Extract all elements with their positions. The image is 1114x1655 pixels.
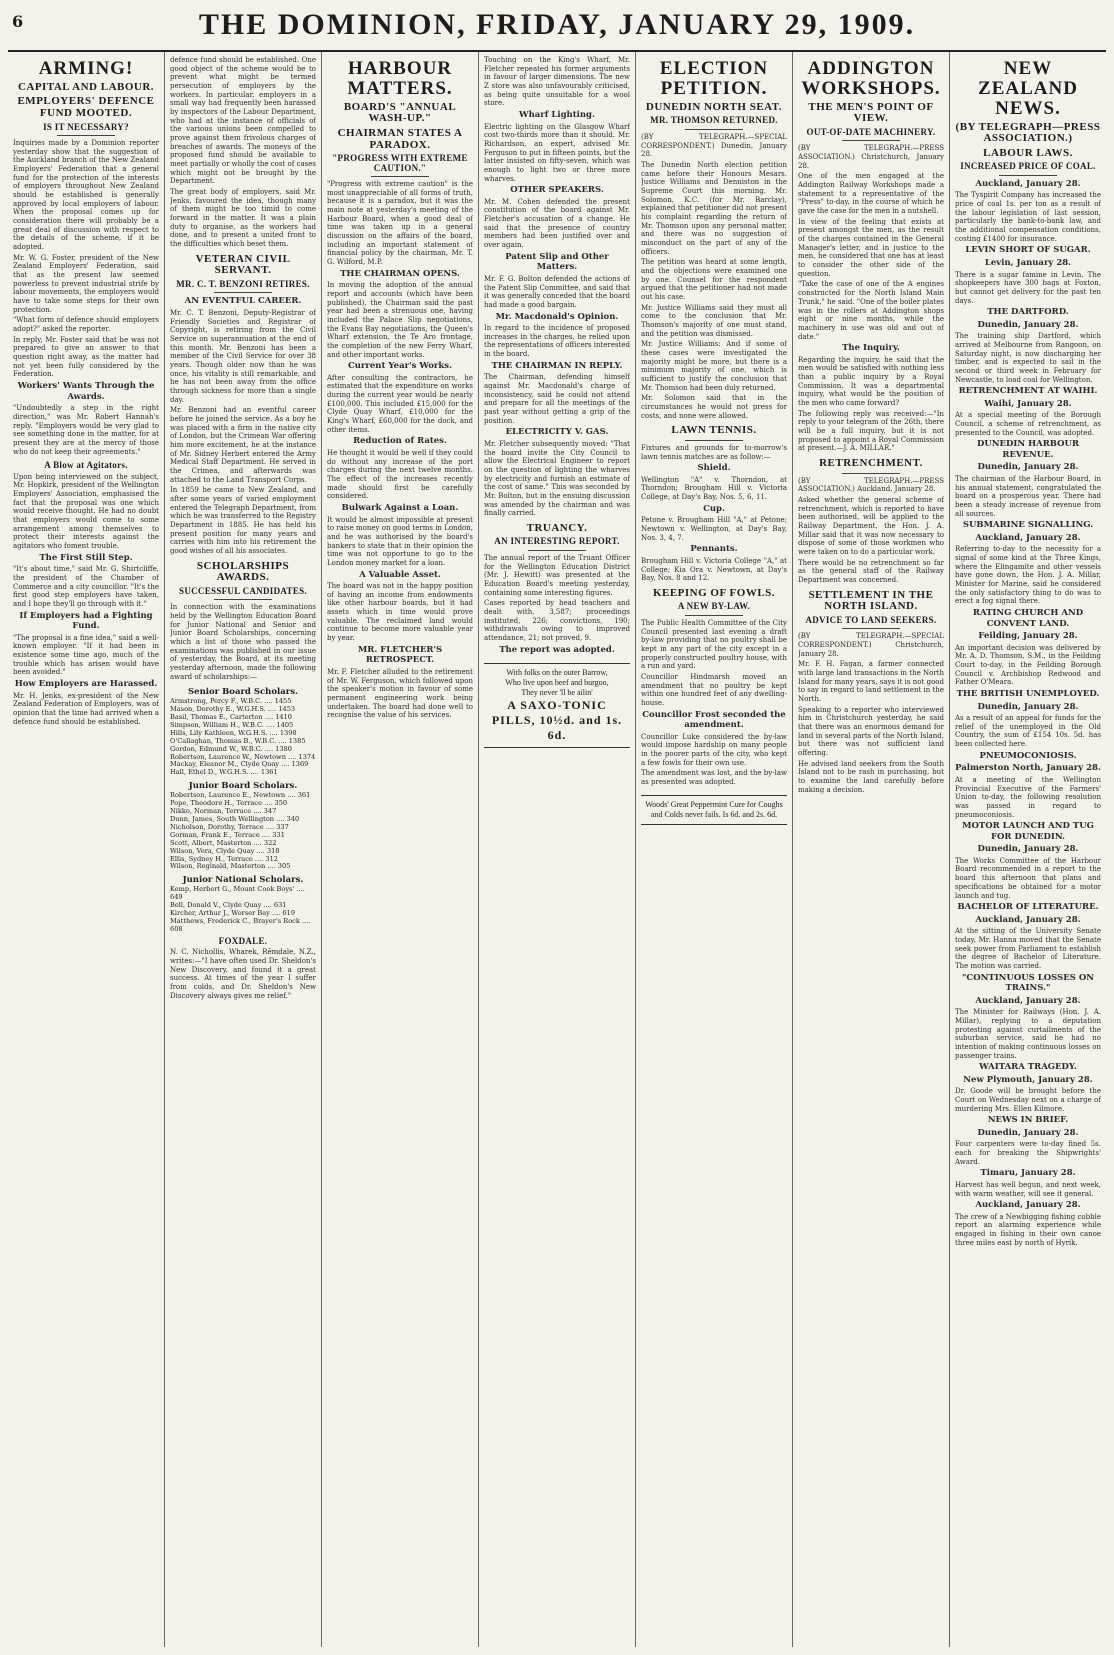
newspaper-title: THE DOMINION, FRIDAY, JANUARY 29, 1909. [198, 8, 916, 41]
article-subheading: SETTLEMENT IN THE NORTH ISLAND. [808, 588, 934, 613]
list-item: Dunn, James, South Wellington .... 340 [170, 815, 300, 824]
scholar-list [170, 698, 316, 777]
article-body [170, 603, 316, 683]
paragraph: The amendment was lost, and the by-law as presented was adopted. [641, 769, 787, 787]
paragraph: Mr. Justice Williams said they must all come to the conclusion that Mr. Thomson's majority of one must stand, and the petition was dismissed. [641, 303, 787, 338]
paragraph: Mr. Solomon said that in the circumstances he would not press for costs, and none were allowed. [641, 394, 787, 420]
section-subhead: Dunedin, January 28. [977, 1127, 1079, 1138]
paragraph: In 1859 he came to New Zealand, and after some years of varied employment entered the Telegraph Department, from which he was transferred to the Registry Department in 1885. He has held his present position for many years and carries with him into his retirement the good wishes of all his associates. [170, 486, 316, 555]
paragraph: Mr. F. H. Fagan, a farmer connected with large land transactions in the North Island for many years, says it is not good to say in regard to land settlement in the North. [798, 660, 944, 703]
paragraph: The training ship Dartford, which arrived at Melbourne from Rangoon, on Saturday night, is now discharging her timber, and is expected to sail in the second or third week in February for Newcastle, to load coal for Wellington. [955, 332, 1101, 384]
section-subhead: THE CHAIRMAN OPENS. [340, 268, 460, 279]
scholar-list [170, 792, 316, 871]
article-subheading: SCHOLARSHIPS AWARDS. [196, 559, 290, 584]
section-subhead: AN EVENTFUL CAREER. [184, 296, 302, 307]
article-subheading: CHAIRMAN STATES A PARADOX. [337, 126, 463, 151]
paragraph: Mr. Fletcher subsequently moved: "That the board invite the City Council to allow the Electrical Engineer to report on the question of lighting the wharves by electricity and furnish an estimate of the cost of same." This was seconded by Mr. Bolton, but in the ensuing discussion was amended by the chairman and was finally carried. [484, 439, 630, 518]
article [641, 59, 787, 422]
paragraph: Fixtures and grounds for to-morrow's lawn tennis matches are as follow:— [641, 443, 787, 461]
advertisement-line: and Colds never fails. Is 6d. and 2s. 6d. [650, 809, 778, 819]
paragraph: The Public Health Committee of the City Council presented last evening a draft by-law providing that no poultry shall be kept in any part of the city except in a properly constructed poultry house, with a run and yard. [641, 618, 787, 671]
article [484, 523, 630, 657]
paragraph: After consulting the contractors, he estimated that the expenditure on works during the current year would be nearly £100,000. This included £15,000 for the Clyde Quay Wharf, £10,000 for the King's Wharf, £60,000 for the dock, and other items. [327, 373, 473, 434]
column-7 [950, 52, 1106, 1647]
headline-rule [214, 292, 272, 293]
paragraph: Mr. F. G. Bolton defended the actions of the Patent Slip Committee, and said that it was generally conceded that the board had made a good bargain. [484, 274, 630, 309]
paragraph: Mr. C. T. Benzoni, Deputy-Registrar of Friendly Societies and Registrar of Copyright, is retiring from the Civil Service on superannuation at the end of this month. Mr. Benzoni has been a member of the Civil Service for over 38 years. Though older now than he was once, his vitality is still remarkable, and he has not been away from the office through sickness for more than a single day. [170, 308, 316, 404]
section-subhead: ELECTRICITY V. GAS. [505, 427, 609, 438]
list-item: Hills, Lily Kathleen, W.G.H.S. .... 1398 [170, 728, 297, 737]
section-subhead: DUNEDIN HARBOUR REVENUE. [976, 439, 1080, 460]
section-subhead: Dunedin, January 28. [977, 462, 1079, 473]
paragraph: N. C. Nichollis, Wharek, Rēmdale, N.Z., writes:—"I have often used Dr. Sheldon's New Discovery, and found it a great success. At times of the year I suffer from colds, and Dr. Sheldon's New Discovery always gives me relief." [170, 948, 316, 1000]
list-item: Ellis, Sydney H., Terrace .... 312 [170, 854, 278, 863]
paragraph: Inquiries made by a Dominion reporter yesterday show that the suggestion of the Auckland branch of the New Zealand Employers' Federation that a general fund for the protection of the interests of employers throughout New Zealand should be established is generally approved by local employers of labour. When the proposal comes up for consideration there will probably be a great deal of discussion with respect to the details of the scheme, if it be adopted. [13, 139, 159, 252]
section-subhead: Patent Slip and Other Matters. [505, 251, 609, 273]
section-subhead: THE CHAIRMAN IN REPLY. [491, 360, 623, 371]
list-item: Mason, Dorothy E., W.G.H.S. .... 1453 [170, 705, 296, 714]
article [170, 561, 316, 934]
paragraph: (BY TELEGRAPH.—SPECIAL CORRESPONDENT.) Christchurch, January 28. [798, 632, 944, 658]
masthead [8, 6, 1106, 52]
advertisement [484, 663, 630, 748]
column-2 [165, 52, 322, 1647]
section-subhead: The Inquiry. [842, 343, 900, 354]
section-subhead: MOTOR LAUNCH AND TUG FOR DUNEDIN. [962, 821, 1094, 842]
paragraph: Asked whether the general scheme of retrenchment, which is reported to have been authorised, will be applied to the Railway Department, the Hon. J. A. Millar said that it was now necessary to dispose of some of those workmen who were taken on to do a particular work. [798, 496, 944, 557]
section-subhead: Mr. Macdonald's Opinion. [495, 311, 619, 322]
article-kicker: ADVICE TO LAND SEEKERS. [805, 614, 937, 625]
list-item: Nikko, Norman, Terrace .... 347 [170, 807, 277, 816]
paragraph: Mr. H. Jenks, ex-president of the New Zealand Federation of Employers, was of opinion that the time had arrived when a defence fund should be established. [13, 691, 159, 726]
paragraph: The crew of a Newbigging fishing cobble report an alarming experience while engaged in fishing in their own canoe three miles east by north of Hyrik. [955, 1212, 1101, 1247]
headline-rule [685, 615, 743, 616]
section-subhead: SUBMARINE SIGNALLING. [962, 520, 1094, 531]
section-subhead: BACHELOR OF LITERATURE. [957, 902, 1099, 913]
article [955, 59, 1101, 1249]
list-item: Bell, Donald V., Clyde Quay .... 631 [170, 901, 287, 910]
article [798, 590, 944, 797]
advertisement-line: They never 'll be ailin' [521, 688, 593, 698]
paragraph: In reply, Mr. Foster said that he was not prepared to give an answer to that question right away, as the matter had not yet been fully considered by the Federation. [13, 335, 159, 379]
list-item: Robertson, Laurence W., Newtown .... 1374 [170, 752, 316, 761]
article [170, 56, 316, 251]
list-item: Basil, Thomas E., Carterton .... 1410 [170, 713, 293, 722]
headline-rule [214, 599, 272, 600]
list-item: O'Callaghan, Thomas B., W.B.C. .... 1385 [170, 736, 306, 745]
article-kicker: AN INTERESTING REPORT. [494, 536, 620, 547]
list-item: Matthews, Frederick C., Brayer's Rock .... 608 [170, 916, 311, 933]
paragraph: Speaking to a reporter who interviewed him in Christchurch yesterday, he said that there was an enormous demand for land in several parts of the North Island, but there was not sufficient land offering. [798, 705, 944, 757]
paragraph: At the sitting of the University Senate today, Mr. Hanna moved that the Senate seek power from Parliament to establish the degree of Bachelor of Literature. The motion was carried. [955, 927, 1101, 970]
article-headline: ADDINGTON WORKSHOPS. [801, 58, 941, 99]
article [170, 937, 316, 1002]
article-subheading: LABOUR LAWS. [983, 146, 1073, 159]
column-3 [322, 52, 479, 1647]
list-item: Pope, Theodore H., Terrace .... 350 [170, 799, 288, 808]
section-subhead: Cup. [703, 503, 725, 514]
scholar-list [170, 886, 316, 933]
paragraph: (BY TELEGRAPH.—PRESS ASSOCIATION.) Auckland, January 28. [798, 476, 944, 494]
section-subhead: RATING CHURCH AND CONVENT LAND. [972, 608, 1084, 629]
article-headline: ELECTION PETITION. [659, 58, 769, 99]
article-subheading: LAWN TENNIS. [671, 424, 757, 437]
paragraph: "Progress with extreme caution" is the most unappreciable of all forms of truth, because it is a paradox, but it was the main note at yesterday's meeting of the Harbour Board, when a good deal of time was taken up in a general discussion on the affairs of the board, including an important statement of financial policy by the chairman, Mr. T. G. Wilford, M.P. [327, 179, 473, 266]
paragraph: Petone v. Brougham Hill "A," at Petone; Newtown v. Wellington, at Day's Bay, Nos. 3, 4, 7. [641, 516, 787, 542]
article-subheading: (BY TELEGRAPH—PRESS ASSOCIATION.) [955, 120, 1101, 145]
section-subhead: New Plymouth, January 28. [963, 1074, 1093, 1085]
paragraph: Regarding the inquiry, he said that the men would be satisfied with nothing less than a public inquiry by a Royal Commission. It was a departmental inquiry, what would be the position of the men who came forward? [798, 355, 944, 408]
advertisement [641, 795, 787, 825]
section-subhead: Waihi, January 28. [984, 398, 1072, 409]
headline-rule [528, 550, 586, 551]
article-body [641, 133, 787, 423]
article-headline: HARBOUR MATTERS. [347, 58, 453, 99]
article-body [484, 554, 630, 657]
list-title: Senior Board Scholars. [188, 687, 298, 698]
section-subhead: If Employers had a Fighting Fund. [19, 610, 153, 632]
section-subhead: PNEUMOCONIOSIS. [979, 750, 1077, 761]
section-subhead: Auckland, January 28. [975, 1200, 1081, 1211]
headline-rule [57, 135, 115, 136]
column-6 [793, 52, 950, 1647]
paragraph: In connection with the examinations held by the Wellington Education Board for Junior National and Senior and Junior Board Scholarships, concerning which a list of those who passed the examinations was published in our issue of yesterday, the Board, at its meeting yesterday afternoon, made the following award of scholarships:— [170, 603, 316, 681]
article [484, 56, 630, 520]
paragraph: Brougham Hill v. Victoria College "A," at College; Kia Ora v. Newtown, at Day's Bay, Nos. 8 and 12. [641, 556, 787, 583]
list-title: Junior Board Scholars. [188, 781, 298, 792]
list-item: Armstrong, Percy F., W.B.C. .... 1455 [170, 697, 292, 706]
list-item: Simpson, William H., W.B.C. .... 1405 [170, 720, 294, 729]
article-kicker: OUT-OF-DATE MACHINERY. [806, 126, 936, 137]
paragraph: The Minister for Railways (Hon. J. A. Millar), replying to a deputation protesting against curtailments of the suburban service, said he had no intention of making continuous losses on passenger trains. [955, 1008, 1101, 1060]
paragraph: Electric lighting on the Glasgow Wharf cost two-thirds more than it should. Mr. Richardson, an expert, advised Mr. Ferguson to put in fifteen points, but the latter insisted on fifty-seven, which was enough to light two or three more wharves. [484, 122, 630, 183]
paragraph: The chairman of the Harbour Board, in his annual statement, congratulated the board on a prosperous year. There had been a steady increase of revenue from all sources. [955, 474, 1101, 518]
paragraph: Referring to-day to the necessity for a signal of some kind at the Three Kings, where the Elingamite and other vessels have gone down, the Hon. J. A. Millar, Minister for Marine, said he considered the only satisfactory thing to do was to erect a fog signal there. [955, 545, 1101, 606]
paragraph: Upon being interviewed on the subject, Mr. Hopkirk, president of the Wellington Employers' Association, emphasised the fact that the proposal was one which would receive thought. He had no doubt that employers would come to some arrangement among themselves to protect their interests against the agitators who foment trouble. [13, 472, 159, 551]
article-subheading: KEEPING OF FOWLS. [652, 586, 776, 599]
section-subhead: Auckland, January 28. [975, 178, 1081, 189]
article-subheading: THE MEN'S POINT OF VIEW. [808, 100, 934, 125]
paragraph: The board was not in the happy position of having an income from endowments like other harbour boards, but it had assets which in time would prove valuable. The reclaimed land would continue to become more valuable year by year. [327, 582, 473, 643]
section-subhead: Current Year's Works. [347, 361, 453, 372]
list-item: Gorman, Frank E., Terrace .... 331 [170, 830, 285, 839]
article-body [170, 296, 316, 557]
section-subhead: Levin, January 28. [984, 257, 1072, 268]
list-item: Kemp, Herbert G., Mount Cook Boys' .... 649 [170, 885, 305, 902]
list-item: Nicholson, Dorothy, Terrace .... 337 [170, 822, 289, 831]
paragraph: Councillor Hindmarsh moved an amendment that no poultry be kept within one hundred feet of any dwelling-house. [641, 672, 787, 707]
paragraph: In regard to the incidence of proposed increases in the charges, he relied upon the representations of officers interested in the board. [484, 324, 630, 359]
advertisement-line: Who live upon beef and burgoo, [505, 678, 609, 688]
article-headline: NEW ZEALAND NEWS. [978, 58, 1078, 119]
headline-rule [842, 473, 900, 474]
paragraph: Mr. M. Cohen defended the present constitution of the board against Mr. Fletcher's accusation of a change. He said that the presence of country members had been justified over and over again. [484, 197, 630, 250]
article-subheading: BOARD'S "ANNUAL WASH-UP." [343, 100, 457, 125]
article [798, 458, 944, 587]
newspaper-columns [8, 52, 1106, 1647]
article-body [484, 56, 630, 520]
paragraph: Mr. W. G. Foster, president of the New Zealand Employers' Federation, said that as the present law seemed powerless to prevent industrial strife by labour movements, the employers would have to take some steps for their own protection. [13, 253, 159, 314]
paragraph: defence fund should be established. One good object of the scheme would be to prevent what might be termed persecution of employers by the workers. In particular, employers in a small way had frequently been harassed by inspectors of the Labour Department, who had at the instance of officials of the various unions been compelled to prove against them frivolous charges of breaches of awards. The moneys of the proposed fund should be available to meet partially or wholly the cost of cases which might not be brought by the Department. [170, 56, 316, 186]
article-kicker: MR. THOMSON RETURNED. [650, 115, 778, 126]
paragraph: Dr. Goode will be brought before the Court on Wednesday next on a charge of murdering Mrs. Ellen Kilmore. [955, 1087, 1101, 1113]
section-subhead: Wharf Lighting. [519, 110, 595, 121]
headline-rule [842, 140, 900, 141]
article-body [13, 473, 159, 729]
paragraph: Mr. Benzoni had an eventful career before he joined the service. As a boy he was placed with a firm in the native city of London, but the Crimean War offering him more excitement, he at the instance of Mr. Sidney Herbert entered the Army Medical Staff Department. He served in the Crimea, and afterwards was attached to the Land Transport Corps. [170, 406, 316, 484]
section-subhead: RETRENCHMENT AT WAIHI. [958, 386, 1098, 397]
article-kicker: SUCCESSFUL CANDIDATES. [179, 585, 307, 596]
section-subhead: How Employers are Harassed. [14, 679, 158, 690]
section-subhead: Palmerston North, January 28. [955, 763, 1101, 774]
paragraph: He advised land seekers from the South Island not to be rash in purchasing, but to examine the land carefully before making a decision. [798, 759, 944, 794]
paragraph: "It's about time," said Mr. G. Shirtcliffe, the president of the Chamber of Commerce and a city councillor. "It's the first good step employers have taken, and I hope they'll go through with it." [13, 565, 159, 608]
paragraph: The Tyspirit Company has increased the price of coal 1s. per ton as a result of the labour legislation of last session, particularly the bank-to-bank law, and the additional compensation conditions, costing £1400 for insurance. [955, 191, 1101, 243]
article-kicker: "PROGRESS WITH EXTREME CAUTION." [332, 153, 468, 173]
article-subheading: CAPITAL AND LABOUR. [17, 80, 155, 93]
section-subhead: Timaru, January 28. [980, 1168, 1076, 1179]
list-item: Scott, Albert, Masterton .... 322 [170, 838, 277, 847]
list-item: Wilson, Reginald, Masterton .... 305 [170, 862, 291, 871]
paragraph: The Chairman, defending himself against Mr. Macdonald's charge of inconsistency, said he could not attend and prepare for all the meetings of the past year without getting a grip of the position. [484, 373, 630, 425]
headline-rule [371, 176, 429, 177]
section-subhead: "CONTINUOUS LOSSES ON TRAINS." [962, 972, 1094, 994]
article-kicker: A Blow at Agitators. [44, 460, 128, 471]
section-subhead: WAITARA TRAGEDY. [979, 1062, 1077, 1073]
article-headline: ARMING! [38, 58, 134, 79]
article-subheading: TRUANCY. [526, 521, 588, 534]
paragraph: He thought it would be well if they could do without any increase of the port charges during the next twelve months. The effect of the increases recently made should first be carefully considered. [327, 449, 473, 501]
paragraph: The following reply was received:—"In reply to your telegram of the 26th, there will be a full inquiry, but it is not proposed to appoint a Royal Commission at present.—J. A. MILLAR." [798, 409, 944, 453]
section-subhead: A Valuable Asset. [359, 569, 441, 580]
section-subhead: Shield. [697, 463, 731, 474]
article-body [641, 444, 787, 585]
article [641, 588, 787, 789]
section-subhead: Reduction of Rates. [353, 436, 447, 447]
article-body [13, 139, 159, 458]
article-kicker: MR. C. T. BENZONI RETIRES. [176, 278, 310, 289]
article-body [798, 144, 944, 455]
paragraph: Cases reported by head teachers and dealt with, 3,587; proceedings instituted, 226; convictions, 190; withdrawals owing to improved attendance, 21; not proved, 9. [484, 599, 630, 642]
article-body [641, 619, 787, 789]
section-subhead: OTHER SPEAKERS. [510, 185, 604, 196]
column-5 [636, 52, 793, 1647]
section-subhead: Councillor Frost seconded the amendment. [642, 709, 786, 731]
article-body [170, 56, 316, 251]
paragraph: "What form of defence should employers adopt?" asked the reporter. [13, 316, 159, 334]
article-body [955, 179, 1101, 1250]
section-subhead: THE DARTFORD. [987, 307, 1069, 318]
paragraph: Councillor Luke considered the by-law would impose hardship on many people in the poorer parts of the city, who kept a few fowls for their own use. [641, 732, 787, 767]
article [13, 461, 159, 728]
column-1 [8, 52, 165, 1647]
section-subhead: LEVIN SHORT OF SUGAR. [965, 245, 1091, 256]
headline-rule [685, 129, 743, 130]
paragraph: It would be almost impossible at present to raise money on good terms in London, and he was authorised by the board's bankers to state that in their opinion the time was not opportune to go to the London money market for a loan. [327, 515, 473, 567]
paragraph: In view of the feeling that exists at present amongst the men, as the result of the charges contained in the General Manager's letter, and in justice to the men, he considered that one has at least to consider the other side of the question. [798, 217, 944, 278]
article-subheading: DUNEDIN NORTH SEAT. [645, 100, 783, 113]
paragraph: In moving the adoption of the annual report and accounts (which have been published), the Chairman said the past year had been a strenuous one, having included the Palace Slip negotiations, the Evans Bay negotiations, the Queen's Wharf extension, the Te Aro frontage, the completion of the new Ferry Wharf, and other important works. [327, 281, 473, 359]
article-kicker: A NEW BY-LAW. [677, 601, 751, 612]
article [170, 254, 316, 558]
section-subhead: Dunedin, January 28. [977, 844, 1079, 855]
paragraph: An important decision was delivered by Mr. A. D. Thomson, S.M., in the Feilding Court to-day, in the Feilding Borough Council v. Archbishop Redwood and Father O'Meara. [955, 643, 1101, 687]
article-kicker: INCREASED PRICE OF COAL. [960, 161, 1096, 172]
article-subheading: EMPLOYERS' DEFENCE FUND MOOTED. [17, 95, 155, 120]
paragraph: One of the men engaged at the Addington Railway Workshops made a statement to a representative of the "Press" to-day, in the course of which he gave the case for the men in a nutshell. [798, 172, 944, 216]
section-subhead: Feilding, January 28. [978, 631, 1078, 642]
headline-rule [842, 628, 900, 629]
page-number: 6 [12, 12, 24, 31]
section-subhead: NEWS IN BRIEF. [987, 1115, 1069, 1126]
paragraph: The Dunedin North election petition came before their Honours Mesars. Justice Williams and Denniston in the Supreme Court this morning. Mr. Solomon, K.C. (for Mr. Barclay), explained that petitioner did not present his complaint regarding the return of Mr. Thomson upon any personal matter, and there was no suggestion of misconduct on the part of any of the officers. [641, 160, 787, 256]
article-body [170, 948, 316, 1002]
paragraph: At a meeting of the Wellington Provincial Executive of the Farmers' Union to-day, the following resolution was passed in regard to pneumoconiosis. [955, 775, 1101, 819]
section-subhead: The First Still Step. [39, 552, 133, 563]
section-subhead: Workers' Wants Through the Awards. [17, 381, 155, 402]
paragraph: There is a sugar famine in Levin. The shopkeepers have 300 bags at Foxton, but cannot get delivery for the past ten days. [955, 270, 1101, 305]
article [13, 59, 159, 458]
article-kicker: FOXDALE. [218, 935, 268, 946]
paragraph: "The proposal is a fine idea," said a well-known employer. "If it had been in existence some time ago, much of the trouble which has arisen would have been avoided." [13, 633, 159, 677]
section-subhead: MR. FLETCHER'S RETROSPECT. [357, 644, 443, 666]
paragraph: "Take the case of one of the A engines constructed for the North Island Main Trunk," he said. "One of the boiler plates was in the rollers at Addington shops eight or nine months, while the machinery in use was old and out of date." [798, 280, 944, 341]
headline-rule [999, 175, 1057, 176]
section-subhead: Auckland, January 28. [975, 914, 1081, 925]
paragraph: "Undoubtedly a step in the right direction," was Mr. Robert Hannah's reply. "Employers would be very glad to see something done in the matter, for at present they are at the mercy of those who do not keep their agreements." [13, 404, 159, 456]
article [327, 59, 473, 722]
list-item: Gordon, Edmund W., W.B.C. .... 1380 [170, 744, 292, 753]
article-subheading: RETRENCHMENT. [819, 457, 923, 470]
article-body [327, 180, 473, 722]
list-item: Mackay, Eleanor M., Clyde Quay .... 1369 [170, 760, 309, 769]
paragraph: Four carpenters were to-day fined 5s. each for breaking the Shipwrights' Award. [955, 1140, 1101, 1166]
list-item: Wilson, Vera, Clyde Quay .... 318 [170, 846, 280, 855]
paragraph: (BY TELEGRAPH.—SPECIAL CORRESPONDENT.) Dunedin, January 28. [641, 132, 787, 159]
paragraph: (BY TELEGRAPH.—PRESS ASSOCIATION.) Christchurch, January 28. [798, 144, 944, 170]
list-title: Junior National Scholars. [182, 875, 304, 886]
list-item: Robertson, Laurence E., Newtown .... 361 [170, 791, 311, 800]
article-body [798, 632, 944, 796]
paragraph: At a special meeting of the Borough Council, a scheme of retrenchment, as presented to the Council, was adopted. [955, 411, 1101, 437]
paragraph: There would be no retrenchment so far as the general staff of the Railway Department was concerned. [798, 558, 944, 585]
section-subhead: The report was adopted. [499, 644, 615, 655]
paragraph: The petition was heard at some length, and the objections were examined one by one. Counsel for the respondent argued that the petitioner had not made out his case. [641, 258, 787, 301]
article-body [798, 477, 944, 587]
article-subheading: VETERAN CIVIL SERVANT. [195, 252, 291, 277]
advertisement-line: A SAXO-TONIC PILLS, 10½d. and 1s. 6d. [491, 698, 623, 743]
headline-rule [685, 440, 743, 441]
section-subhead: THE BRITISH UNEMPLOYED. [956, 689, 1100, 700]
section-subhead: Pennants. [690, 544, 738, 555]
paragraph: The Works Committee of the Harbour Board recommended in a report to the board this afternoon that plans and specifications be obtained for a motor launch and tug. [955, 856, 1101, 900]
advertisement-line: Woods' Great Peppermint Cure for Coughs [645, 799, 783, 809]
paragraph: As a result of an appeal for funds for the relief of the unemployed in the Old Country, the sum of £154 10s. 5d. has been collected here. [955, 714, 1101, 749]
section-subhead: Auckland, January 28. [975, 995, 1081, 1006]
column-4 [479, 52, 636, 1647]
paragraph: Wellington "A" v. Thorndon, at Thorndon; Brougham Hill v. Victoria College, at Day's Bay, Nos. 5, 6, 11. [641, 475, 787, 502]
paragraph: The annual report of the Truant Officer for the Wellington Education District (Mr. J. Hewitt) was presented at the Education Board's meeting yesterday, containing some interesting figures. [484, 553, 630, 597]
section-subhead: Dunedin, January 28. [977, 701, 1079, 712]
paragraph: Mr. F. Fletcher alluded to the retirement of Mr. W. Ferguson, which followed upon the speaker's motion in favour of some permanent engineering work being undertaken. The board had done well to recognise the value of his services. [327, 667, 473, 720]
paragraph: The great body of employers, said Mr. Jenks, favoured the idea, though many of them might be too timid to come forward in the matter. It was a plain duty to organise, as the workers had done, and to present a united front to the difficulties which beset them. [170, 188, 316, 249]
advertisement-line: With folks on the outer Barrow, [506, 668, 608, 678]
paragraph: Touching on the King's Wharf, Mr. Fletcher repeated his former arguments in favour of larger dimensions. The new Z store was also unfavourably criticised, as being quite unsuitable for a wool store. [484, 56, 630, 108]
section-subhead: Bulwark Against a Loan. [341, 503, 459, 514]
paragraph: Mr. Justice Williams: And if some of these cases were investigated the majority might be more, but there is a minimum majority of one, which is sufficient to justify the conclusion that Mr. Thomson had been duly returned. [641, 340, 787, 392]
paragraph: Harvest has well begun, and next week, with warm weather, will see it general. [955, 1180, 1101, 1198]
list-item: Kircher, Arthur J., Worser Bay .... 619 [170, 909, 296, 918]
article-kicker: IS IT NECESSARY? [43, 121, 129, 132]
article [798, 59, 944, 455]
article [641, 425, 787, 585]
section-subhead: Dunedin, January 28. [977, 319, 1079, 330]
section-subhead: Auckland, January 28. [975, 532, 1081, 543]
list-item: Hall, Ethel D., W.G.H.S. .... 1361 [170, 768, 278, 777]
